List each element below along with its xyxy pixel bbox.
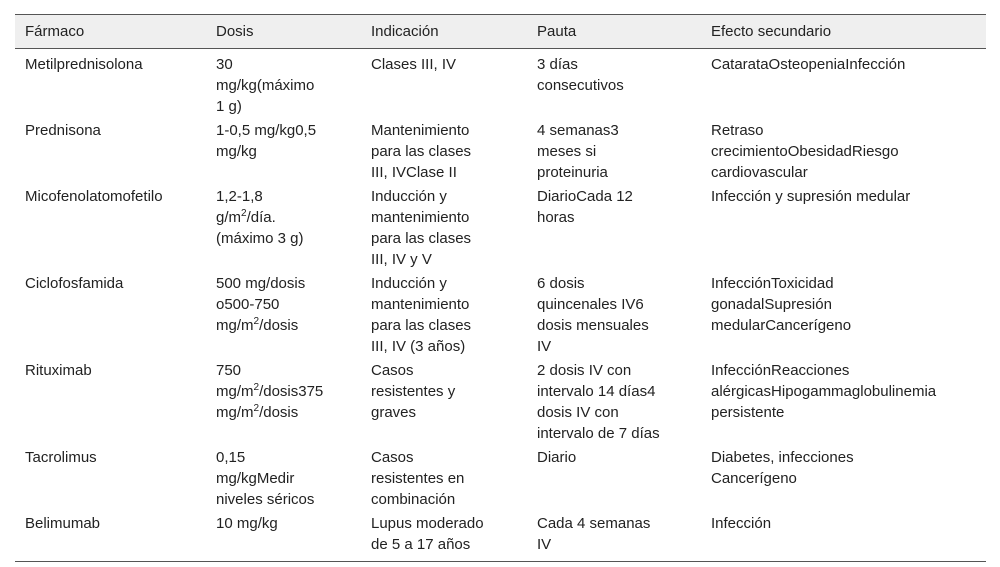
- cell-indicacion: [361, 184, 527, 271]
- cell-efecto-secundario-line: InfecciónToxicidad: [711, 275, 834, 292]
- cell-farmaco: Tacrolimus: [25, 449, 97, 466]
- cell-pauta-line: consecutivos: [537, 77, 624, 94]
- cell-indicacion-line: III, IV (3 años): [371, 338, 466, 355]
- cell-pauta: [527, 184, 701, 271]
- cell-dosis-line: mg/kg(máximo: [216, 77, 315, 94]
- cell-dosis-line: 1-0,5 mg/kg0,5: [216, 122, 317, 139]
- cell-dosis-line: o500-750: [216, 296, 280, 313]
- table-row: [15, 49, 986, 119]
- cell-pauta-line: dosis mensuales: [537, 317, 649, 334]
- cell-efecto-secundario-line: CatarataOsteopeniaInfección: [711, 56, 906, 73]
- cell-dosis-line: 10 mg/kg: [216, 515, 278, 532]
- cell-pauta: [527, 358, 701, 445]
- cell-efecto-secundario: [701, 511, 986, 562]
- cell-indicacion-line: Casos: [371, 449, 414, 466]
- cell-dosis-line: mg/kg: [216, 143, 257, 160]
- cell-pauta-line: intervalo 14 días4: [537, 383, 656, 400]
- cell-dosis: [206, 511, 361, 562]
- cell-farmaco: Micofenolatomofetilo: [25, 188, 163, 205]
- cell-dosis-line: 30: [216, 56, 233, 73]
- cell-pauta: [527, 49, 701, 119]
- cell-indicacion: [361, 49, 527, 119]
- header-dosis: Dosis: [216, 23, 254, 40]
- cell-dosis: [206, 445, 361, 511]
- cell-pauta-line: 2 dosis IV con: [537, 362, 632, 379]
- cell-dosis-line: niveles séricos: [216, 491, 315, 508]
- cell-efecto-secundario: [701, 184, 986, 271]
- table-header: [15, 15, 986, 49]
- cell-efecto-secundario-line: Infección y supresión medular: [711, 188, 911, 205]
- cell-indicacion-line: Clases III, IV: [371, 56, 457, 73]
- drug-table-container: [15, 14, 986, 562]
- cell-efecto-secundario: [701, 445, 986, 511]
- table-row: [15, 271, 986, 358]
- cell-efecto-secundario: [701, 271, 986, 358]
- header-efecto-secundario: Efecto secundario: [711, 23, 832, 40]
- cell-dosis-line: (máximo 3 g): [216, 230, 304, 247]
- cell-pauta-line: IV: [537, 338, 552, 355]
- cell-indicacion: [361, 118, 527, 184]
- cell-indicacion-line: para las clases: [371, 230, 472, 247]
- cell-pauta: [527, 511, 701, 562]
- cell-dosis-line: $mg/m^2$/dosis: [216, 403, 299, 421]
- cell-dosis-line: 750: [216, 362, 242, 379]
- header-farmaco: Fármaco: [25, 23, 85, 40]
- cell-efecto-secundario-line: crecimientoObesidadRiesgo: [711, 143, 899, 160]
- cell-indicacion-line: graves: [371, 404, 417, 421]
- cell-efecto-secundario: [701, 49, 986, 119]
- cell-dosis: [206, 49, 361, 119]
- cell-pauta-line: IV: [537, 536, 552, 553]
- cell-indicacion-line: Casos: [371, 362, 414, 379]
- cell-pauta-line: proteinuria: [537, 164, 608, 181]
- cell-indicacion-line: III, IV y V: [371, 251, 432, 268]
- cell-indicacion-line: resistentes en: [371, 470, 465, 487]
- cell-farmaco: Metilprednisolona: [25, 56, 143, 73]
- cell-indicacion: [361, 358, 527, 445]
- cell-indicacion-line: Inducción y: [371, 188, 447, 205]
- cell-pauta: [527, 118, 701, 184]
- cell-pauta-line: meses si: [537, 143, 597, 160]
- cell-farmaco: Rituximab: [25, 362, 92, 379]
- cell-dosis-line: 1 g): [216, 98, 242, 115]
- cell-indicacion-line: mantenimiento: [371, 296, 470, 313]
- cell-efecto-secundario-line: Retraso: [711, 122, 764, 139]
- header-indicacion: Indicación: [371, 23, 439, 40]
- cell-indicacion-line: para las clases: [371, 143, 472, 160]
- cell-dosis-line: mg/kgMedir: [216, 470, 295, 487]
- cell-dosis: [206, 271, 361, 358]
- cell-dosis: [206, 358, 361, 445]
- cell-pauta-line: Cada 4 semanas: [537, 515, 651, 532]
- cell-indicacion-line: mantenimiento: [371, 209, 470, 226]
- cell-pauta-line: 4 semanas3: [537, 122, 619, 139]
- cell-efecto-secundario: [701, 358, 986, 445]
- cell-dosis-line: $g/m^2$/día.: [216, 208, 276, 226]
- cell-efecto-secundario-line: alérgicasHipogammaglobulinemia: [711, 383, 937, 400]
- cell-pauta-line: quincenales IV6: [537, 296, 644, 313]
- cell-efecto-secundario-line: persistente: [711, 404, 785, 421]
- cell-farmaco: Ciclofosfamida: [25, 275, 124, 292]
- cell-pauta-line: 6 dosis: [537, 275, 585, 292]
- cell-pauta: [527, 271, 701, 358]
- header-row: [15, 15, 986, 49]
- cell-efecto-secundario-line: gonadalSupresión: [711, 296, 832, 313]
- cell-efecto-secundario-line: Cancerígeno: [711, 470, 797, 487]
- cell-farmaco: Belimumab: [25, 515, 101, 532]
- cell-efecto-secundario: [701, 118, 986, 184]
- cell-indicacion-line: III, IVClase II: [371, 164, 457, 181]
- cell-dosis-line: 0,15: [216, 449, 246, 466]
- cell-pauta-line: DiarioCada 12: [537, 188, 633, 205]
- cell-indicacion-line: Mantenimiento: [371, 122, 470, 139]
- cell-dosis: [206, 118, 361, 184]
- cell-indicacion-line: para las clases: [371, 317, 472, 334]
- table-row: [15, 445, 986, 511]
- table-row: [15, 511, 986, 562]
- cell-indicacion-line: resistentes y: [371, 383, 456, 400]
- header-pauta: Pauta: [537, 23, 577, 40]
- cell-efecto-secundario-line: Infección: [711, 515, 772, 532]
- cell-pauta: [527, 445, 701, 511]
- cell-farmaco: Prednisona: [25, 122, 101, 139]
- cell-indicacion-line: combinación: [371, 491, 456, 508]
- cell-pauta-line: Diario: [537, 449, 577, 466]
- cell-dosis-line: 1,2-1,8: [216, 188, 263, 205]
- table-body: [15, 49, 986, 562]
- table-row: [15, 184, 986, 271]
- cell-dosis-line: 500 mg/dosis: [216, 275, 306, 292]
- cell-pauta-line: 3 días: [537, 56, 578, 73]
- cell-efecto-secundario-line: InfecciónReacciones: [711, 362, 850, 379]
- table-row: [15, 118, 986, 184]
- cell-indicacion: [361, 271, 527, 358]
- cell-efecto-secundario-line: cardiovascular: [711, 164, 808, 181]
- cell-dosis-line: $mg/m^2$/dosis: [216, 316, 299, 334]
- cell-pauta-line: intervalo de 7 días: [537, 425, 660, 442]
- cell-pauta-line: dosis IV con: [537, 404, 619, 421]
- cell-dosis: [206, 184, 361, 271]
- cell-efecto-secundario-line: medularCancerígeno: [711, 317, 852, 334]
- cell-indicacion-line: de 5 a 17 años: [371, 536, 471, 553]
- cell-indicacion-line: Inducción y: [371, 275, 447, 292]
- table-row: [15, 358, 986, 445]
- cell-indicacion: [361, 511, 527, 562]
- cell-efecto-secundario-line: Diabetes, infecciones: [711, 449, 854, 466]
- cell-pauta-line: horas: [537, 209, 575, 226]
- cell-indicacion-line: Lupus moderado: [371, 515, 484, 532]
- cell-dosis-line: $mg/m^2/dosis375$: [216, 382, 324, 400]
- drug-table: [15, 14, 986, 562]
- cell-indicacion: [361, 445, 527, 511]
